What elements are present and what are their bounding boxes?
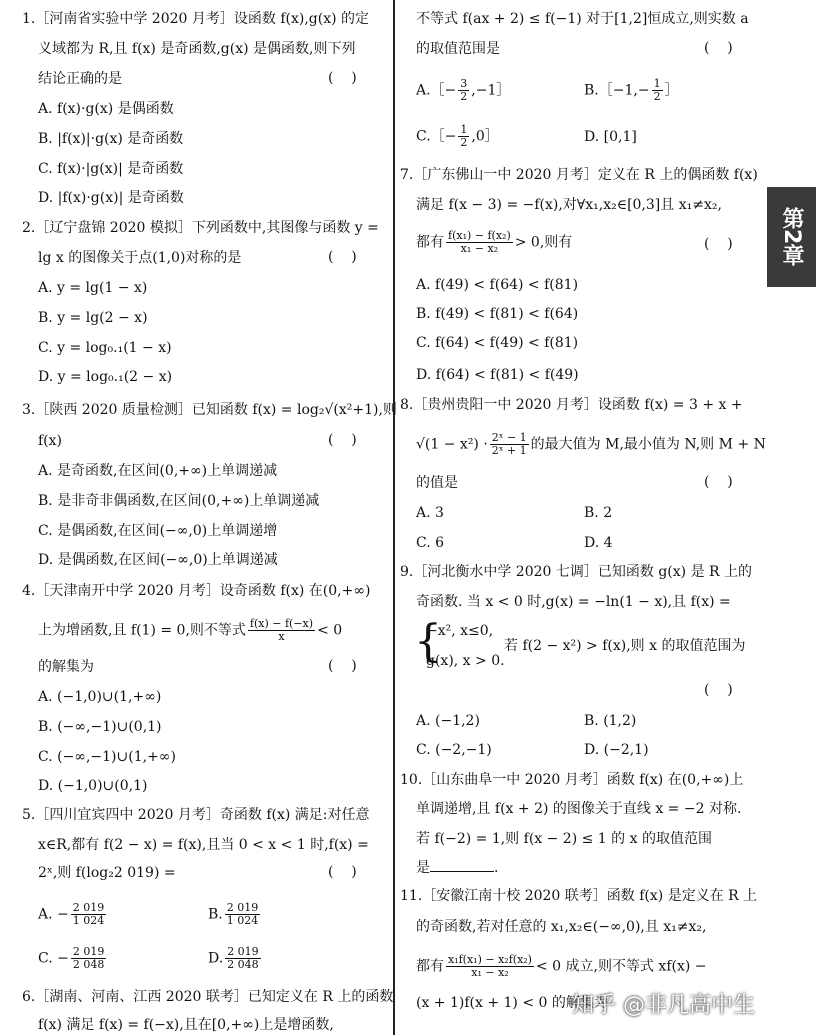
piecewise-brace: {: [414, 616, 442, 667]
q6-option-a-tail: ,−1］: [471, 82, 511, 99]
q5-b-numerator: 2 019: [226, 901, 259, 914]
chapter-tab: 第2章: [767, 187, 816, 287]
q4-line-1: 4.［天津南开中学 2020 月考］设奇函数 f(x) 在(0,+∞): [22, 583, 371, 599]
q9-option-a: A. (−1,2): [416, 713, 480, 729]
q1-option-a: A. f(x)·g(x) 是偶函数: [38, 101, 174, 117]
q11-line-2: 的奇函数,若对任意的 x₁,x₂∈(−∞,0),且 x₁≠x₂,: [416, 919, 707, 935]
q10-line-4-end: .: [494, 860, 499, 876]
q8-line-2-text: √(1 − x²) ·: [416, 436, 488, 453]
q10-line-2: 单调递增,且 f(x + 2) 的图像关于直线 x = −2 对称.: [416, 801, 742, 817]
q3-line-2: f(x): [38, 433, 63, 449]
q11-line-4: (x + 1)f(x + 1) < 0 的解集为: [416, 995, 608, 1011]
q4-fraction-denominator: x: [278, 630, 285, 643]
q9-line-2: 奇函数. 当 x < 0 时,g(x) = −ln(1 − x),且 f(x) =: [416, 594, 731, 610]
q11-fraction-denominator: x₁ − x₂: [471, 966, 509, 979]
q3-line-1: 3.［陕西 2020 质量检测］已知函数 f(x) = log₂√(x²+1),则: [22, 402, 397, 418]
q8-line-2-tail: 的最大值为 M,最小值为 N,则 M + N: [530, 436, 766, 453]
q4-fraction: [248, 618, 315, 643]
q6-line-4: 的取值范围是: [416, 41, 500, 57]
q4-line-2-text: 上为增函数,且 f(1) = 0,则不等式: [38, 622, 246, 639]
q11-line-3-text: 都有: [416, 958, 444, 975]
q4-option-a: A. (−1,0)∪(1,+∞): [38, 689, 162, 705]
q5-d-numerator: 2 019: [227, 945, 259, 958]
q5-option-b-label: B.: [208, 906, 223, 923]
q1-option-c: C. f(x)·|g(x)| 是奇函数: [38, 161, 184, 177]
q5-option-d: [208, 946, 263, 971]
q10-answer-blank: [430, 859, 494, 872]
q11-line-1: 11.［安徽江南十校 2020 联考］函数 f(x) 是定义在 R 上: [400, 888, 758, 904]
q8-fraction-numerator: 2ˣ − 1: [491, 431, 527, 444]
q5-line-1: 5.［四川宜宾四中 2020 月考］奇函数 f(x) 满足:对任意: [22, 807, 370, 823]
q7-line-1: 7.［广东佛山一中 2020 月考］定义在 R 上的偶函数 f(x): [400, 167, 758, 183]
q7-line-3-tail: > 0,则有: [514, 234, 573, 251]
q5-option-c: [38, 946, 108, 971]
q6-option-c-label: C.［−: [416, 128, 457, 145]
q5-line-3: 2ˣ,则 f(log₂2 019) =: [38, 865, 176, 881]
q8-answer-paren: ( ): [704, 474, 733, 490]
q4-option-c: C. (−∞,−1)∪(1,+∞): [38, 749, 176, 765]
q1-option-b: B. |f(x)|·g(x) 是奇函数: [38, 131, 184, 147]
q8-option-b: B. 2: [584, 505, 613, 521]
q6-option-d: D. [0,1]: [584, 129, 637, 145]
q11-line-3: [416, 954, 707, 979]
q6-option-b-fraction: [652, 78, 663, 103]
q9-option-c: C. (−2,−1): [416, 742, 492, 758]
q7-fraction: [446, 230, 513, 255]
q5-option-c-fraction: [71, 946, 107, 971]
q3-option-a: A. 是奇函数,在区间(0,+∞)上单调递减: [38, 463, 278, 479]
q2-option-c: C. y = log₀.₁(1 − x): [38, 340, 172, 356]
q6-option-c-tail: ,0］: [471, 128, 499, 145]
q7-line-3-text: 都有: [416, 234, 444, 251]
q8-option-d: D. 4: [584, 535, 613, 551]
q1-answer-paren: ( ): [328, 70, 357, 86]
q5-option-b-fraction: [225, 902, 261, 927]
q6-c-numerator: 1: [460, 123, 468, 136]
q6-b-denominator: 2: [653, 90, 661, 103]
q4-line-2: [38, 618, 342, 643]
q4-fraction-numerator: f(x) − f(−x): [249, 617, 314, 630]
q6-b-numerator: 1: [653, 77, 661, 90]
q1-line-2: 义域都为 R,且 f(x) 是奇函数,g(x) 是偶函数,则下列: [38, 41, 356, 57]
q8-option-a: A. 3: [416, 505, 444, 521]
q8-option-c: C. 6: [416, 535, 445, 551]
q8-fraction: [490, 432, 529, 457]
q10-line-4: [416, 859, 498, 877]
q7-option-c: C. f(64) < f(49) < f(81): [416, 335, 579, 351]
q6-option-a-fraction: [458, 78, 469, 103]
q9-line-1: 9.［河北衡水中学 2020 七调］已知函数 g(x) 是 R 上的: [400, 564, 753, 580]
q4-line-2-tail: < 0: [317, 622, 343, 639]
q4-option-d: D. (−1,0)∪(0,1): [38, 778, 148, 794]
q2-line-1: 2.［辽宁盘锦 2020 模拟］下列函数中,其图像与函数 y =: [22, 220, 379, 236]
q5-d-denominator: 2 048: [227, 958, 259, 971]
q7-option-a: A. f(49) < f(64) < f(81): [416, 277, 579, 293]
q7-line-3: [416, 230, 572, 255]
q5-option-a: [38, 902, 108, 927]
q2-answer-paren: ( ): [328, 249, 357, 265]
q2-option-d: D. y = log₀.₁(2 − x): [38, 369, 173, 385]
q6-option-b: [584, 78, 679, 103]
q9-line-3: 若 f(2 − x²) > f(x),则 x 的取值范围为: [504, 638, 746, 654]
q3-answer-paren: ( ): [328, 432, 357, 448]
q6-line-3: 不等式 f(ax + 2) ≤ f(−1) 对于[1,2]恒成立,则实数 a: [416, 11, 749, 27]
q6-c-denominator: 2: [460, 136, 468, 149]
q4-line-3: 的解集为: [38, 659, 94, 675]
q8-fraction-denominator: 2ˣ + 1: [491, 444, 527, 457]
q1-line-1: 1.［河南省实验中学 2020 月考］设函数 f(x),g(x) 的定: [22, 11, 370, 27]
q11-fraction-numerator: x₁f(x₁) − x₂f(x₂): [448, 953, 532, 966]
q9-answer-paren: ( ): [704, 682, 733, 698]
q6-option-b-label: B.［−1,−: [584, 82, 650, 99]
q5-option-a-label: A. −: [38, 906, 69, 923]
q9-option-b: B. (1,2): [584, 713, 637, 729]
q6-line-1: 6.［湖南、河南、江西 2020 联考］已知定义在 R 上的函数: [22, 989, 394, 1005]
q8-line-1: 8.［贵州贵阳一中 2020 月考］设函数 f(x) = 3 + x +: [400, 397, 743, 413]
q3-option-c: C. 是偶函数,在区间(−∞,0)上单调递增: [38, 523, 278, 539]
q10-line-1: 10.［山东曲阜一中 2020 月考］函数 f(x) 在(0,+∞)上: [400, 772, 744, 788]
q2-option-b: B. y = lg(2 − x): [38, 310, 148, 326]
q1-option-d: D. |f(x)·g(x)| 是奇函数: [38, 190, 184, 206]
column-divider: [393, 0, 395, 1035]
q7-option-d: D. f(64) < f(81) < f(49): [416, 367, 579, 383]
q6-option-b-tail: ］: [664, 82, 679, 99]
q11-line-3-tail: < 0 成立,则不等式 xf(x) −: [535, 958, 707, 975]
q5-c-denominator: 2 048: [72, 958, 105, 971]
q5-option-c-label: C. −: [38, 950, 69, 967]
q6-answer-paren: ( ): [704, 40, 733, 56]
q9-case-2: g(x), x > 0.: [426, 653, 505, 669]
q10-line-4-text: 是: [416, 860, 430, 876]
q10-line-3: 若 f(−2) = 1,则 f(x − 2) ≤ 1 的 x 的取值范围: [416, 831, 712, 847]
q5-line-2: x∈R,都有 f(2 − x) = f(x),且当 0 < x < 1 时,f(x) =: [38, 837, 369, 853]
q6-a-denominator: 2: [460, 90, 468, 103]
q7-answer-paren: ( ): [704, 236, 733, 252]
q6-option-a-label: A.［−: [416, 82, 457, 99]
q6-option-c: [416, 124, 499, 149]
q7-fraction-denominator: x₁ − x₂: [460, 242, 499, 255]
q5-option-a-fraction: [71, 902, 107, 927]
q3-option-d: D. 是偶函数,在区间(−∞,0)上单调递减: [38, 552, 278, 568]
q6-option-c-fraction: [458, 124, 469, 149]
q3-option-b: B. 是非奇非偶函数,在区间(0,+∞)上单调递减: [38, 493, 320, 509]
q8-line-3: 的值是: [416, 475, 458, 491]
q5-a-numerator: 2 019: [72, 901, 105, 914]
q11-fraction: [446, 954, 534, 979]
q9-case-1: −x², x≤0,: [426, 623, 494, 639]
q4-answer-paren: ( ): [328, 658, 357, 674]
watermark: 知乎 @非凡高中生: [572, 993, 755, 1018]
q5-option-d-fraction: [225, 946, 261, 971]
q9-option-d: D. (−2,1): [584, 742, 649, 758]
q2-option-a: A. y = lg(1 − x): [38, 280, 148, 296]
q5-b-denominator: 1 024: [226, 914, 259, 927]
q5-answer-paren: ( ): [328, 864, 357, 880]
q5-c-numerator: 2 019: [72, 945, 105, 958]
q2-line-2: lg x 的图像关于点(1,0)对称的是: [38, 250, 242, 266]
q8-line-2: [416, 432, 766, 457]
q7-option-b: B. f(49) < f(81) < f(64): [416, 306, 579, 322]
q1-line-3: 结论正确的是: [38, 71, 122, 87]
q7-line-2: 满足 f(x − 3) = −f(x),对∀x₁,x₂∈[0,3]且 x₁≠x₂,: [416, 197, 722, 213]
q6-option-a: [416, 78, 510, 103]
q5-option-d-label: D.: [208, 950, 224, 967]
q5-a-denominator: 1 024: [72, 914, 105, 927]
q7-fraction-numerator: f(x₁) − f(x₂): [448, 229, 511, 242]
q4-option-b: B. (−∞,−1)∪(0,1): [38, 719, 162, 735]
q6-line-2: f(x) 满足 f(x) = f(−x),且在[0,+∞)上是增函数,: [38, 1017, 334, 1033]
q5-option-b: [208, 902, 262, 927]
q6-a-numerator: 3: [460, 77, 468, 90]
